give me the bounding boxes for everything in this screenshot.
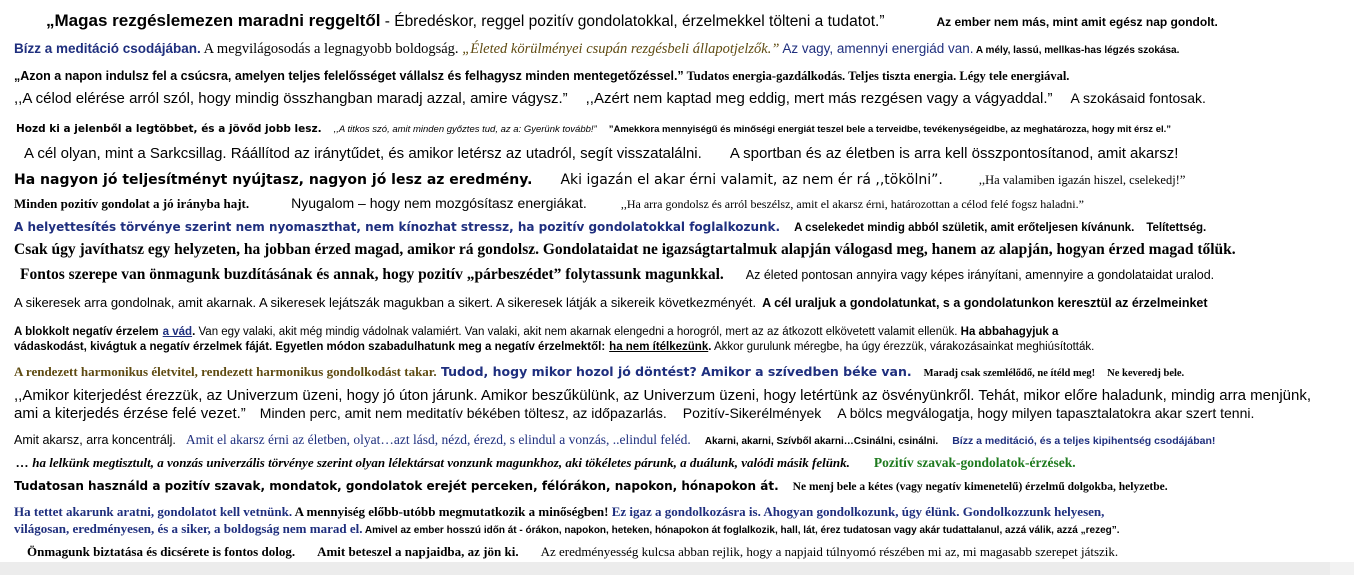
- line-4: [14, 90, 1206, 108]
- quote-universe-start: ,,Amikor kiterjedést érezzük, az Univerzum üzeni, hogy jó úton járunk. Amikor beszűkülünk, az Univerzum üzeni, hogy letértünk az ösvényünkről. Tehát, mikor előre haladunk, mindig arra menjünk,: [14, 387, 1312, 404]
- quote-act: ,,Ha valamiben igazán hiszel, cselekedj!”: [978, 173, 1186, 187]
- quote-energy-amount: ”Amekkora mennyiségű és minőségi energiát teszel bele a terveidbe, tevékenységeidbe, az meghatározza, hogy mit érsz el.”: [608, 124, 1172, 135]
- line-19: [16, 454, 1076, 472]
- quote-think-right: Ez igaz a gondolkozásra is. Ahogyan gondolkozunk, úgy élünk. Gondolkozzunk helyesen,: [608, 504, 1105, 519]
- quote-want-want: Akarni, akarni, Szívből akarni…Csinálni, csinálni.: [704, 436, 939, 447]
- line-10: [14, 241, 1236, 259]
- quote-morning-body: - Ébredéskor, reggel pozitív gondolatokkal, érzelmekkel tölteni a tudatot.”: [380, 13, 885, 30]
- quote-goal-harmony: ,,A célod elérése arról szól, hogy mindig összhangban maradj azzal, amire vágysz.”: [14, 90, 568, 107]
- line-7: [14, 171, 1185, 189]
- quote-universe-end: ami a kiterjedés érzése felé vezet.”: [14, 405, 246, 422]
- quote-sports-focus: A sportban és az életben is arra kell összpontosítanod, amit akarsz!: [729, 145, 1179, 162]
- quote-enlightenment: A megvilágosodás a legnagyobb boldogság.: [200, 41, 459, 57]
- quote-concentrate: Amit akarsz, arra koncentrálj.: [14, 433, 176, 447]
- quote-blocked-emotion: A blokkolt negatív érzelem: [14, 326, 159, 338]
- quote-success-happiness: világosan, eredményesen, és a siker, a boldogság nem marad el.: [14, 521, 363, 536]
- line-8: [14, 195, 1084, 213]
- quote-quantity-quality: A mennyiség előbb-utóbb megmutatkozik a minőségben!: [292, 504, 609, 519]
- line-9: [14, 218, 1206, 236]
- quote-use-positive-words: Tudatosan használd a pozitív szavak, mondatok, gondolatok erejét perceken, félórákon, napokon, hónapokon át.: [14, 479, 779, 493]
- quote-meditative-peace: Minden perc, amit nem meditatív békében töltesz, az időpazarlás.: [259, 405, 667, 421]
- quote-orderly-life: A rendezett harmonikus életvitel, rendezett harmonikus gondolkodást takar.: [14, 364, 437, 379]
- quote-soulmate: … ha lelkünk megtisztult, a vonzás univerzális törvénye szerint olyan lélektársat vonzunk magunkhoz, aki tökéletes párunk, a duálunk, valódi másik felünk.: [16, 455, 850, 470]
- quote-observer: Maradj csak szemlélődő, ne ítéld meg!: [923, 368, 1096, 379]
- line-14: [14, 337, 1094, 355]
- line-3: [14, 67, 1069, 85]
- line-5: [16, 119, 1171, 137]
- quote-no-judging: ha nem ítélkezünk: [609, 341, 709, 353]
- quote-action-born: A cselekedet mindig abból születik, amit erőteljesen kívánunk.: [794, 222, 1135, 234]
- line-21: [14, 503, 1104, 521]
- quote-key-to-results: Az eredményesség kulcsa abban rejlik, hogy a napjaid túlnyomó részében mi az, mi magasabb szerepet játszik.: [540, 544, 1119, 559]
- quote-self-encouragement: Fontos szerepe van önmagunk buzdításának és annak, hogy pozitív „párbeszédet” folytassunk magunkkal.: [20, 266, 724, 283]
- quote-substitution-law: A helyettesítés törvénye szerint nem nyomaszthat, nem kínozhat stressz, ha pozitív gondolatokkal foglalkozunk.: [14, 220, 781, 234]
- quote-energy-management: Tudatos energia-gazdálkodás. Teljes tiszta energia. Légy tele energiával.: [683, 69, 1070, 83]
- quote-performance: Ha nagyon jó teljesítményt nyújtasz, nagyon jó lesz az eredmény.: [14, 172, 533, 188]
- quote-positive-experiences: Pozitív-Sikerélmények: [682, 405, 822, 421]
- bottom-shadow-fade: [0, 562, 1330, 575]
- line-12: [14, 294, 1208, 312]
- quote-blame-period: .: [192, 326, 196, 338]
- quote-morning-title: „Magas rezgéslemezen maradni reggeltől: [46, 11, 381, 30]
- quote-successful-people: A sikeresek arra gondolnak, amit akarnak. A sikeresek lejátszák magukban a sikert. A sikeresek látják a sikereik következményét.: [14, 295, 757, 310]
- quote-self-praise: Önmagunk biztatása és dicsérete is fontos dolog.: [27, 544, 296, 559]
- line-6: [24, 145, 1178, 163]
- line-20: [14, 477, 1168, 495]
- quote-dont-get-involved: Ne keveredj bele.: [1107, 368, 1185, 379]
- line-23: [27, 543, 1118, 561]
- quote-saturation: Telítettség.: [1146, 222, 1207, 234]
- quote-different-vibration: ,,Azért nem kaptad meg eddig, mert más rezgésen vagy a vágyaddal.”: [585, 90, 1053, 107]
- quote-what-you-put-in: Amit beteszel a napjaidba, az jön ki.: [317, 544, 519, 559]
- quote-attraction: Amit el akarsz érni az életben, olyat…azt lásd, nézd, érezd, s elindul a vonzás, ..elindul feléd.: [185, 432, 691, 447]
- line-18: [14, 431, 1215, 449]
- line-16: [14, 387, 1311, 405]
- line-17: [14, 405, 1254, 423]
- quote-life-circumstances: „Életed körülményei csupán rezgésbeli állapotjelzők.”: [458, 41, 780, 57]
- line-1: [46, 11, 1218, 31]
- quote-climb-peak: „Azon a napon indulsz fel a csúcsra, amelyen teljes felelősséget vállalsz és felhagysz minden mentegetőzéssel.”: [14, 69, 684, 83]
- quote-goal-rules-thought: A cél uraljuk a gondolatunkat, s a gondolatunkon keresztül az érzelmeinket: [762, 296, 1208, 310]
- quote-habits: A szokásaid fontosak.: [1070, 90, 1206, 106]
- quote-long-time: Amivel az ember hosszú időn át - órákon, napokon, heteken, hónapokon át foglalkozik, hall, lát, érez tudatosan vagy akár tudattalanul, azzá válik, azzá „rezeg”.: [362, 525, 1120, 536]
- bottom-shadow-strip: [0, 562, 1354, 575]
- quote-positive-words: Pozitív szavak-gondolatok-érzések.: [873, 455, 1076, 470]
- quote-polar-star: A cél olyan, mint a Sarkcsillag. Ráállítod az iránytűdet, és amikor letérsz az utadról, segít visszatalálni.: [24, 145, 702, 162]
- quote-control-life: Az életed pontosan annyira vagy képes irányítani, amennyire a gondolataidat uralod.: [745, 268, 1215, 282]
- quote-breathing: A mély, lassú, mellkas-has légzés szokása.: [973, 45, 1180, 56]
- quote-you-are-energy: Az vagy, amennyi energiád van.: [779, 41, 974, 56]
- quote-no-dithering: Aki igazán el akar érni valamit, az nem ér rá ,,tökölni”.: [560, 172, 943, 188]
- quote-good-decision: Tudod, hogy mikor hozol jó döntést? Amikor a szívedben béke van.: [436, 364, 912, 379]
- quote-man-thinks: Az ember nem más, mint amit egész nap gondolt.: [936, 15, 1218, 29]
- quote-wise-chooses: A bölcs megválogatja, hogy milyen tapasztalatokra akar szert tenni.: [837, 405, 1255, 421]
- quote-stop-blaming-rest: vádaskodást, kivágtuk a negatív érzelmek fáját. Egyetlen módon szabadulhatunk meg a negatív érzelmektől:: [14, 341, 606, 353]
- quote-dont-engage: Ne menj bele a kétes (vagy negatív kimenetelű) érzelmű dolgokba, helyzetbe.: [792, 481, 1168, 493]
- quote-feel-better: Csak úgy javíthatsz egy helyzeten, ha jobban érzed magad, amikor rá gondolsz. Gondolataidat ne igazságtartalmuk alapján válogasd meg, hanem az alapján, hogyan érzed magad tőlük.: [14, 241, 1236, 258]
- quote-positive-thought: Minden pozitív gondolat a jó irányba hajt.: [14, 196, 250, 211]
- line-2: [14, 40, 1179, 58]
- quote-harvest-deeds: Ha tettet akarunk aratni, gondolatot kell vetnünk.: [14, 504, 293, 519]
- quote-secret-word: ,,A titkos szó, amit minden győztes tud, az a: Gyerünk tovább!”: [333, 124, 597, 135]
- quote-talk-goal: ,,Ha arra gondolsz és arról beszélsz, amit el akarsz érni, határozottan a célod felé fogsz haladni.”: [620, 197, 1084, 211]
- quote-trust-meditation: Bízz a meditáció csodájában.: [14, 41, 201, 56]
- quote-calmness: Nyugalom – hogy nem mozgósítasz energiákat.: [291, 195, 587, 211]
- line-11: [20, 266, 1214, 284]
- quote-rest-meditation: Bízz a meditáció, és a teljes kipihentség csodájában!: [952, 435, 1216, 447]
- line-15: [14, 363, 1184, 381]
- quote-present: Hozd ki a jelenből a legtöbbet, és a jövőd jobb lesz.: [16, 123, 322, 135]
- quote-anger: Akkor gurulunk méregbe, ha úgy érezzük, várakozásainkat meghiúsították.: [711, 341, 1095, 353]
- line-22: [14, 520, 1120, 538]
- quote-no-judging-period: .: [708, 341, 712, 353]
- quote-blame-word: a vád: [162, 326, 193, 338]
- quote-stop-blaming-start: Ha abbahagyjuk a: [957, 326, 1059, 338]
- quote-someone-blamed: Van egy valaki, akit még mindig vádolnak valamiért. Van valaki, akit nem akarnak elengedni a horogról, mert az az átkozott elkövetett valamit ellenük.: [195, 326, 958, 338]
